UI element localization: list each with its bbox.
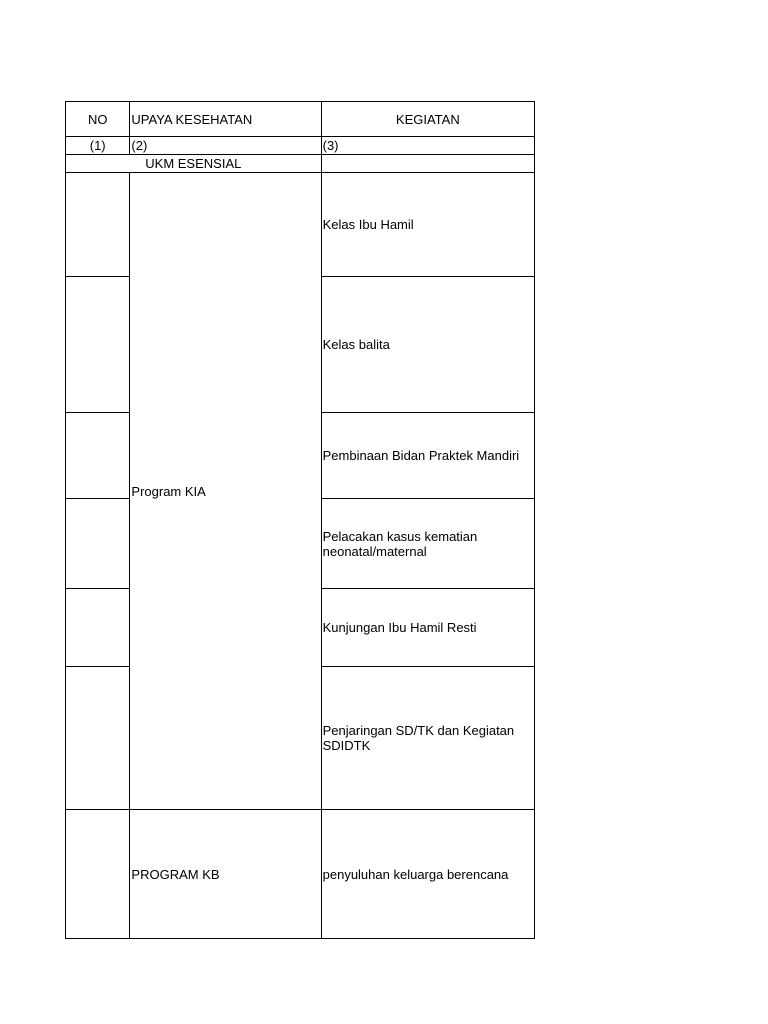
- upaya-cell-program-kb: PROGRAM KB: [130, 810, 321, 939]
- kegiatan-cell: Kelas Ibu Hamil: [321, 173, 534, 277]
- no-cell: [66, 810, 130, 939]
- col-number-3: (3): [321, 137, 534, 155]
- no-cell: [66, 173, 130, 277]
- column-number-row: [66, 137, 535, 155]
- upaya-cell-program-kia: Program KIA: [130, 173, 321, 810]
- table-row: [66, 173, 535, 277]
- col-number-1: (1): [66, 137, 130, 155]
- section-row: [66, 155, 535, 173]
- no-cell: [66, 667, 130, 810]
- section-label: UKM ESENSIAL: [66, 155, 322, 173]
- section-empty-cell: [321, 155, 534, 173]
- no-cell: [66, 589, 130, 667]
- table-row: [66, 810, 535, 939]
- kegiatan-table: [65, 101, 535, 939]
- kegiatan-cell: Kunjungan Ibu Hamil Resti: [321, 589, 534, 667]
- kegiatan-cell: Kelas balita: [321, 277, 534, 413]
- no-cell: [66, 277, 130, 413]
- kegiatan-cell: penyuluhan keluarga berencana: [321, 810, 534, 939]
- kegiatan-cell: Pelacakan kasus kematian neonatal/maternal: [321, 499, 534, 589]
- header-kegiatan: KEGIATAN: [321, 102, 534, 137]
- no-cell: [66, 413, 130, 499]
- kegiatan-cell: Pembinaan Bidan Praktek Mandiri: [321, 413, 534, 499]
- kegiatan-cell: Penjaringan SD/TK dan Kegiatan SDIDTK: [321, 667, 534, 810]
- header-row: [66, 102, 535, 137]
- no-cell: [66, 499, 130, 589]
- col-number-2: (2): [130, 137, 321, 155]
- header-upaya-kesehatan: UPAYA KESEHATAN: [130, 102, 321, 137]
- header-no: NO: [66, 102, 130, 137]
